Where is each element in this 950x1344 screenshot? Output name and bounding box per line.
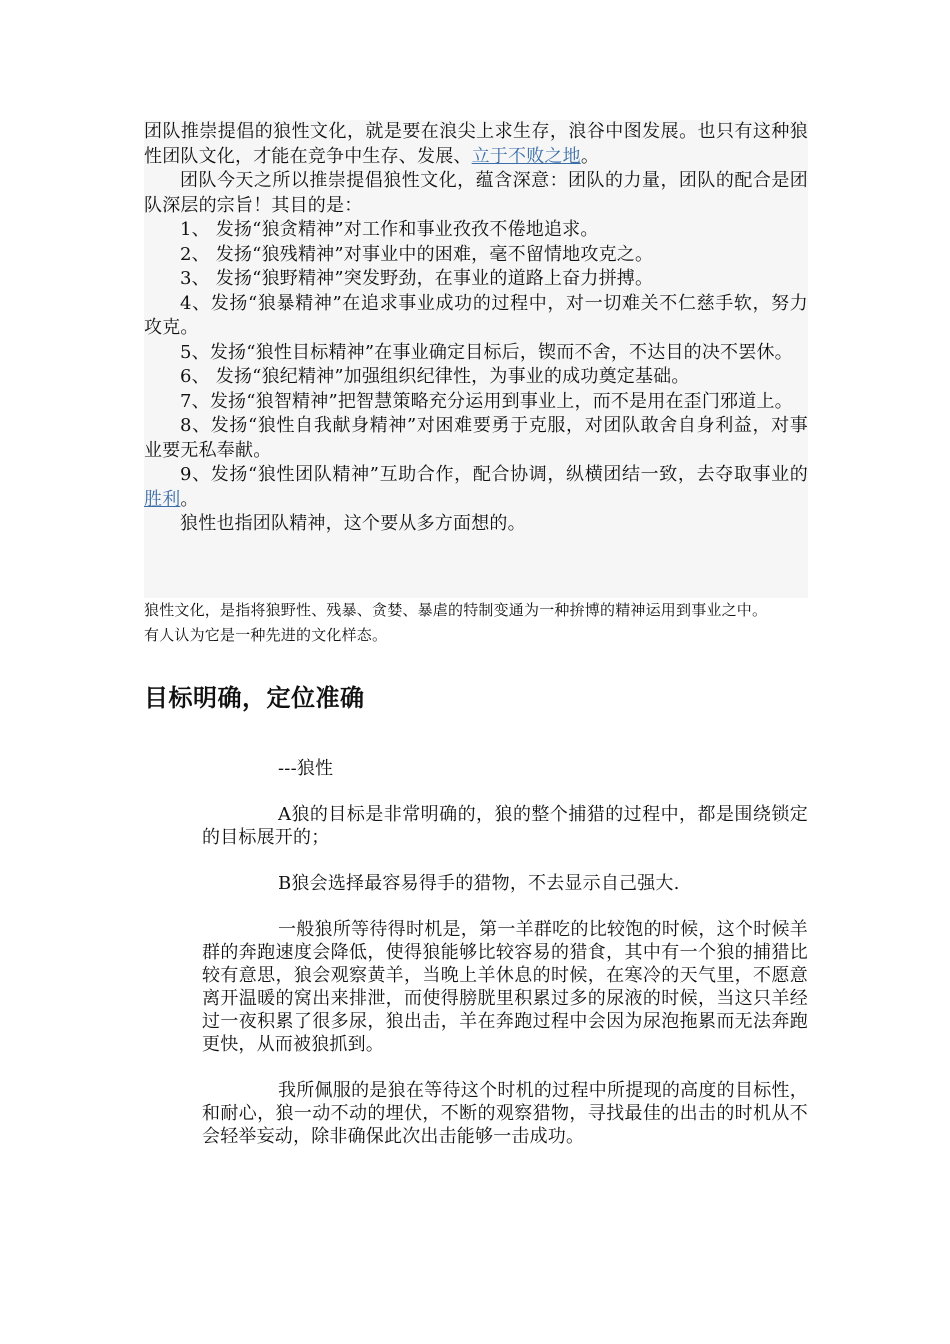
purpose-paragraph: 团队今天之所以推崇提倡狼性文化，蕴含深意：团队的力量，团队的配合是团队深层的宗旨！其目的是： [144,170,808,216]
list-item: 2、 发扬“狼残精神”对事业中的困难，毫不留情地攻克之。 [180,243,654,265]
list-item: 4、发扬“狼暴精神”在追求事业成功的过程中，对一切难关不仁慈手软，努力攻克。 [144,292,808,338]
list-item [144,463,808,512]
intro-end: 。 [580,145,600,167]
list-item: 3、 发扬“狼野精神”突发野劲，在事业的道路上奋力拼搏。 [180,268,654,289]
intro-text: 团队推崇提倡的狼性文化，就是要在浪尖上求生存，浪谷中图发展。也只有这种狼性团队文化，才能在竞争中生存、发展、 [144,121,808,167]
list-item: 1、 发扬“狼贪精神”对工作和事业孜孜不倦地追求。 [180,219,599,240]
victory-link[interactable]: 胜利 [144,488,181,510]
list-item: 5、发扬“狼性目标精神”在事业确定目标后，锲而不舍，不达目的决不罢休。 [180,341,793,363]
author-signature: ---狼性 [278,758,334,779]
wolf-culture-block [144,120,808,598]
definition-line-1: 狼性文化，是指将狼野性、残暴、贪婪、暴虐的特制变通为一种拚博的精神运用到事业之中。 [144,601,768,619]
target-section [202,757,808,1171]
closing-line: 狼性也指团队精神，这个要从多方面想的。 [180,513,526,534]
paragraph-d: 我所佩服的是狼在等待这个时机的过程中所提现的高度的目标性，和耐心，狼一动不动的埋伏，不断的观察猎物，寻找最佳的出击的时机从不会轻举妄动，除非确保此次出击能够一击成功。 [202,1080,808,1147]
list-item: 8、发扬“狼性自我献身精神”对困难要勇于克服，对团队敢舍自身利益，对事业要无私奉献。 [144,415,808,461]
undefeated-link[interactable]: 立于不败之地 [471,145,581,167]
section-heading: 目标明确，定位准确 [144,684,365,712]
definition-note [144,598,814,648]
paragraph-a: A狼的目标是非常明确的，狼的整个捕猎的过程中，都是围绕锁定的目标展开的； [202,804,808,848]
intro-paragraph [144,120,808,169]
item9-end: 。 [180,488,199,510]
list-item: 6、 发扬“狼纪精神”加强组织纪律性，为事业的成功奠定基础。 [180,366,690,387]
list-item: 7、发扬“狼智精神”把智慧策略充分运用到事业上，而不是用在歪门邪道上。 [180,390,793,412]
item9-text: 9、发扬“狼性团队精神”互助合作，配合协调，纵横团结一致，去夺取事业的 [180,464,808,485]
paragraph-b: B狼会选择最容易得手的猎物，不去显示自己强大. [278,873,680,894]
paragraph-c: 一般狼所等待得时机是，第一羊群吃的比较饱的时候，这个时候羊群的奔跑速度会降低，使得狼能够比较容易的猎食，其中有一个狼的捕猎比较有意思，狼会观察黄羊，当晚上羊休息的时候，在寒冷的天气里，不愿意离开温暖的窝出来排泄，而使得膀胱里积累过多的尿液的时候，当这只羊经过一夜积累了很多尿，狼出击，羊在奔跑过程中会因为尿泡拖累而无法奔跑更快，从而被狼抓到。 [202,919,808,1055]
definition-line-2: 有人认为它是一种先进的文化样态。 [144,626,388,644]
